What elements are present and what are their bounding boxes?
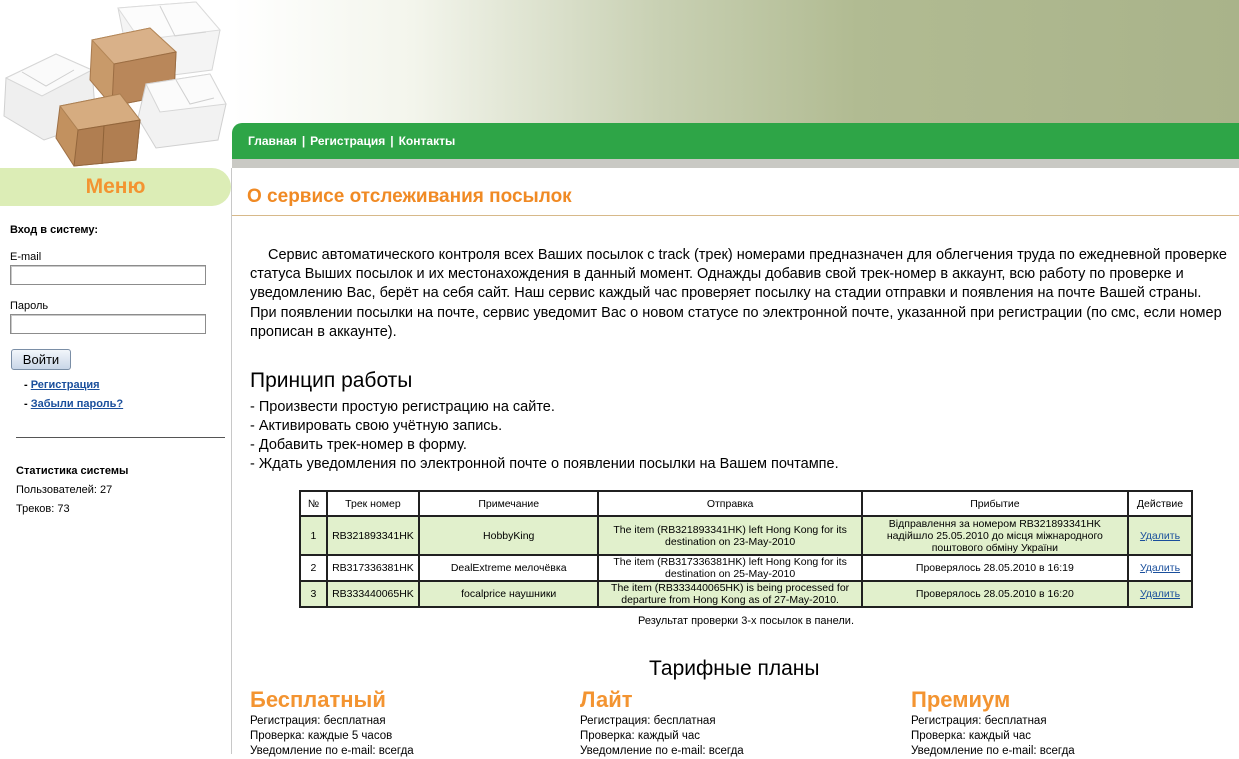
- plan-name: Премиум: [911, 687, 1011, 712]
- parcel-boxes-icon: [0, 0, 232, 168]
- row-sent: The item (RB321893341HK) left Hong Kong for its destination on 23-May-2010: [598, 516, 861, 555]
- col-header-track: Трек номер: [327, 491, 419, 516]
- col-header-note: Примечание: [419, 491, 599, 516]
- row-track: RB321893341HK: [327, 516, 419, 555]
- header-banner: [232, 0, 1239, 123]
- registration-link[interactable]: Регистрация: [30, 379, 100, 391]
- row-arrival: Проверялось 28.05.2010 в 16:19: [862, 555, 1128, 581]
- table-header-row: [300, 491, 1192, 516]
- row-track: RB333440065HK: [327, 581, 419, 607]
- title-rule: [232, 215, 1239, 216]
- login-button[interactable]: Войти: [11, 349, 71, 370]
- nav-bar-underline: [232, 159, 1239, 168]
- site-logo-parcels: [0, 0, 232, 168]
- principle-title: Принцип работы: [250, 369, 413, 392]
- row-action-cell: [1128, 516, 1192, 555]
- nav-item-registration[interactable]: Регистрация: [310, 134, 386, 148]
- table-row: [300, 581, 1192, 607]
- sidebar-divider: [231, 168, 232, 754]
- sidebar-menu-title: Меню: [85, 175, 146, 198]
- plan-detail: Уведомление по e-mail: всегда: [250, 745, 414, 757]
- sidebar-menu-header: [0, 168, 231, 206]
- plan-free: [250, 686, 414, 759]
- plan-detail: Проверка: каждый час: [911, 730, 1032, 742]
- table-row: [300, 516, 1192, 555]
- delete-link[interactable]: Удалить: [1139, 529, 1181, 542]
- col-header-sent: Отправка: [598, 491, 861, 516]
- list-item: - Произвести простую регистрацию на сайте.: [250, 399, 555, 415]
- list-item: - Ждать уведомления по электронной почте о появлении посылки на Вашем почтампе.: [250, 456, 839, 472]
- col-header-action: Действие: [1128, 491, 1192, 516]
- list-item: - Добавить трек-номер в форму.: [250, 437, 467, 453]
- tracking-table: [299, 490, 1193, 608]
- plan-detail: Проверка: каждый час: [580, 730, 701, 742]
- plan-detail: Регистрация: бесплатная: [580, 715, 716, 727]
- stats-title: Статистика системы: [16, 465, 129, 477]
- plan-name: Лайт: [580, 687, 633, 712]
- plans-title: Тарифные планы: [649, 657, 820, 680]
- nav-separator: |: [301, 134, 306, 148]
- forgot-password-link[interactable]: Забыли пароль?: [30, 398, 124, 410]
- plan-name: Бесплатный: [250, 687, 386, 712]
- steps-list: [250, 398, 839, 474]
- email-field[interactable]: [10, 265, 206, 285]
- plan-lite: [580, 686, 744, 759]
- sidebar-rule: [16, 437, 225, 438]
- table-caption: Результат проверки 3-х посылок в панели.: [637, 615, 854, 627]
- col-header-arrival: Прибытие: [862, 491, 1128, 516]
- password-label: Пароль: [10, 300, 49, 312]
- delete-link[interactable]: Удалить: [1139, 562, 1181, 574]
- email-label: E-mail: [10, 251, 42, 263]
- col-header-number: №: [300, 491, 327, 516]
- sidebar-link-registration-item: - Регистрация: [24, 379, 100, 391]
- row-arrival: Відправлення за номером RB321893341HK надійшло 25.05.2010 до місця міжнародного поштового обміну України: [862, 516, 1128, 555]
- delete-link[interactable]: Удалить: [1139, 588, 1181, 600]
- row-number: 1: [300, 516, 327, 555]
- plan-detail: Регистрация: бесплатная: [911, 715, 1047, 727]
- table-row: [300, 555, 1192, 581]
- nav-separator: |: [390, 134, 394, 148]
- row-number: 3: [300, 581, 327, 607]
- nav-item-contacts[interactable]: Контакты: [398, 134, 456, 148]
- row-note: focalprice наушники: [419, 581, 599, 607]
- password-field[interactable]: [10, 314, 206, 334]
- sidebar-link-forgot-item: - Забыли пароль?: [24, 398, 124, 410]
- row-sent: The item (RB333440065HK) is being processed for departure from Hong Kong as of 27-May-2010.: [598, 581, 861, 607]
- plan-detail: Уведомление по e-mail: всегда: [580, 745, 744, 757]
- nav-item-home[interactable]: Главная: [248, 134, 297, 148]
- plan-detail: Уведомление по e-mail: всегда: [911, 745, 1075, 757]
- stats-users: Пользователей: 27: [16, 484, 113, 496]
- row-action-cell: [1128, 555, 1192, 581]
- list-item: - Активировать свою учётную запись.: [250, 418, 503, 434]
- plan-detail: Проверка: каждые 5 часов: [250, 730, 393, 742]
- plan-premium: [911, 686, 1075, 759]
- login-title: Вход в систему:: [10, 224, 99, 236]
- page-title: О сервисе отслеживания посылок: [247, 186, 572, 207]
- row-arrival: Проверялось 28.05.2010 в 16:20: [862, 581, 1128, 607]
- row-track: RB317336381HK: [327, 555, 419, 581]
- row-note: HobbyKing: [419, 516, 599, 555]
- intro-paragraph: Сервис автоматического контроля всех Ваших посылок с track (трек) номерами предназначен для облегчения труда по ежедневной проверке статуса Выших посылок и их местонахождения в данный момент. Однажды добавив свой трек-номер в аккаунт, всю работу по проверке и уведомлению Вас, берёт на себя сайт. Наш сервис каждый час проверяет посылку на стадии отправки и появления на почте Вашей страны. При появлении посылки на почте, сервис уведомит Вас о новом статусе по электронной почте, указанной при регистрации (по смс, если номер прописан в аккаунте).: [250, 247, 1227, 340]
- row-number: 2: [300, 555, 327, 581]
- stats-tracks: Треков: 73: [16, 503, 70, 515]
- row-sent: The item (RB317336381HK) left Hong Kong for its destination on 25-May-2010: [598, 555, 861, 581]
- plan-detail: Регистрация: бесплатная: [250, 715, 386, 727]
- top-nav: [248, 134, 455, 148]
- row-note: DealExtreme мелочёвка: [419, 555, 599, 581]
- row-action-cell: [1128, 581, 1192, 607]
